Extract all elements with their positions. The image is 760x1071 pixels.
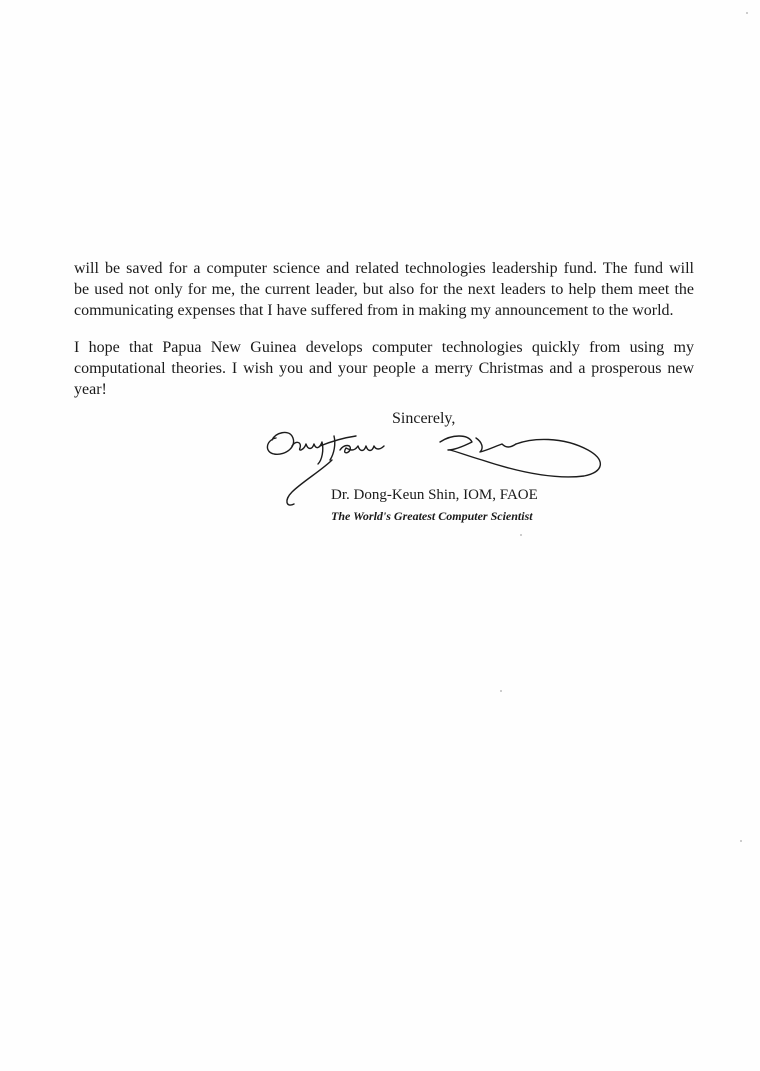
paragraph-line: year! (74, 381, 107, 398)
scan-speck (740, 840, 742, 842)
scan-speck (520, 534, 522, 536)
letter-closing: Sincerely, (392, 410, 456, 427)
paragraph-line: will be saved for a computer science and related technologies leadership fund. The fund will (74, 260, 694, 277)
signer-name: Dr. Dong-Keun Shin, IOM, FAOE (331, 487, 538, 503)
scan-speck (500, 690, 502, 692)
paragraph-line: be used not only for me, the current leader, but also for the next leaders to help them meet the (74, 281, 694, 298)
paragraph-line: I hope that Papua New Guinea develops computer technologies quickly from using my (74, 339, 694, 356)
letter-paragraph-fund (74, 258, 694, 321)
scan-speck (746, 12, 748, 14)
paragraph-line: computational theories. I wish you and your people a merry Christmas and a prosperous new (74, 360, 694, 377)
signer-title: The World's Greatest Computer Scientist (331, 509, 533, 523)
letter-paragraph-wishes (74, 337, 694, 400)
paragraph-line: communicating expenses that I have suffered from in making my announcement to the world. (74, 302, 674, 319)
